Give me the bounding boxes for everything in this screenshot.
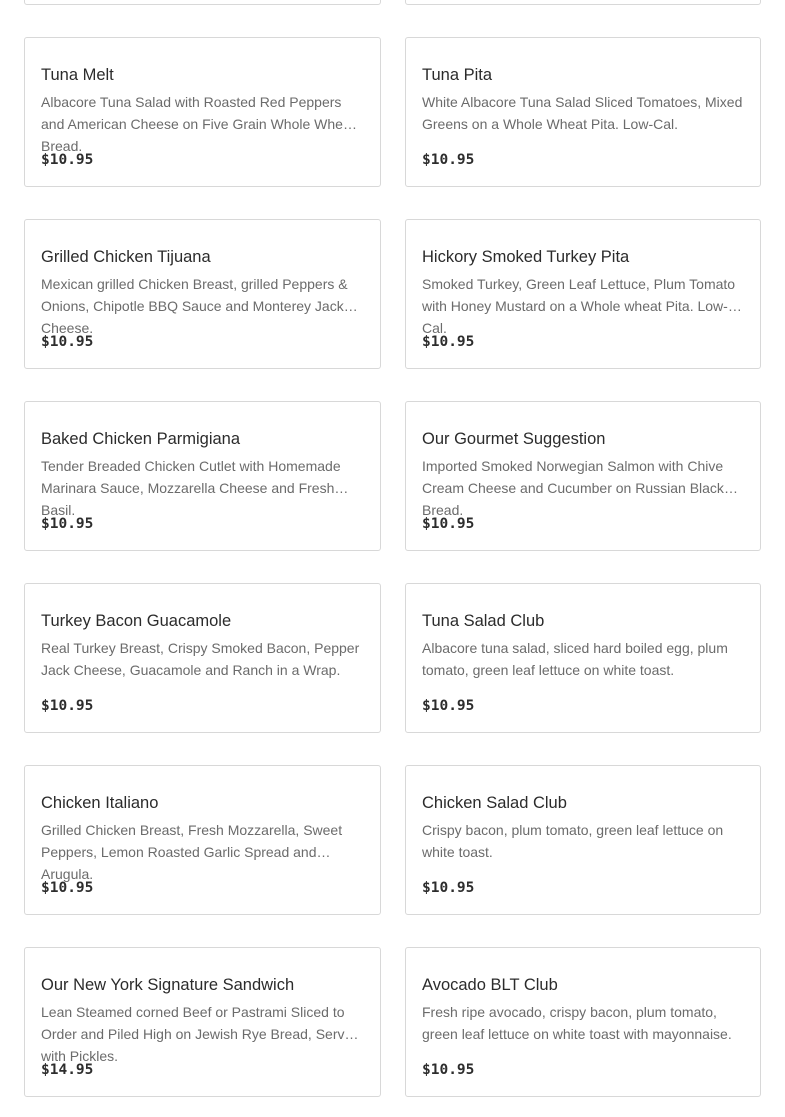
menu-item-price: $10.95 <box>422 1062 475 1078</box>
menu-item-price: $10.95 <box>41 334 94 350</box>
menu-item-card[interactable] <box>24 0 381 5</box>
menu-item-name: Hickory Smoked Turkey Pita <box>422 248 630 266</box>
menu-item-price: $10.95 <box>41 880 94 896</box>
menu-item-description: Lean Steamed corned Beef or Pastrami Sliced to Order and Piled High on Jewish Rye Bread, Served with Pickles. <box>41 1004 361 1064</box>
menu-item-description: Tender Breaded Chicken Cutlet with Homemade Marinara Sauce, Mozzarella Cheese and Fresh Basil. <box>41 458 341 518</box>
menu-item-card-our-gourmet-suggestion[interactable] <box>405 401 761 551</box>
menu-item-name: Tuna Pita <box>422 66 493 84</box>
menu-item-price: $10.95 <box>41 152 94 168</box>
menu-item-name: Grilled Chicken Tijuana <box>41 248 211 266</box>
menu-item-price: $10.95 <box>422 152 475 168</box>
menu-item-card-chicken-salad-club[interactable] <box>405 765 761 915</box>
menu-item-card-tuna-pita[interactable] <box>405 37 761 187</box>
menu-item-card[interactable] <box>405 0 761 5</box>
menu-items-grid <box>24 0 761 1097</box>
menu-item-name: Tuna Melt <box>41 66 114 84</box>
menu-item-card-baked-chicken-parmigiana[interactable] <box>24 401 381 551</box>
menu-item-price: $10.95 <box>422 880 475 896</box>
menu-item-card-our-new-york-signature-sandwich[interactable] <box>24 947 381 1097</box>
menu-item-name: Our Gourmet Suggestion <box>422 430 606 448</box>
menu-item-name: Tuna Salad Club <box>422 612 545 630</box>
menu-item-card-hickory-smoked-turkey-pita[interactable] <box>405 219 761 369</box>
menu-item-description: White Albacore Tuna Salad Sliced Tomatoes, Mixed Greens on a Whole Wheat Pita. Low-Cal. <box>422 94 743 132</box>
menu-item-price: $10.95 <box>422 334 475 350</box>
menu-item-name: Chicken Salad Club <box>422 794 567 812</box>
menu-item-name: Turkey Bacon Guacamole <box>41 612 232 630</box>
menu-item-description: Imported Smoked Norwegian Salmon with Chive Cream Cheese and Cucumber on Russian Black Bread. <box>422 458 724 518</box>
menu-item-price: $10.95 <box>41 698 94 714</box>
menu-item-description: Albacore Tuna Salad with Roasted Red Peppers and American Cheese on Five Grain Whole Wheat Bread. <box>41 94 355 154</box>
menu-item-price: $10.95 <box>41 516 94 532</box>
menu-item-name: Baked Chicken Parmigiana <box>41 430 241 448</box>
menu-item-name: Our New York Signature Sandwich <box>41 976 295 994</box>
menu-item-price: $10.95 <box>422 516 475 532</box>
menu-item-price: $14.95 <box>41 1062 94 1078</box>
menu-item-description: Albacore tuna salad, sliced hard boiled egg, plum tomato, green leaf lettuce on white toast. <box>422 640 728 678</box>
menu-item-description: Smoked Turkey, Green Leaf Lettuce, Plum Tomato with Honey Mustard on a Whole wheat Pita. Low-Cal. <box>422 276 736 336</box>
menu-item-name: Chicken Italiano <box>41 794 159 812</box>
menu-item-description: Mexican grilled Chicken Breast, grilled Peppers & Onions, Chipotle BBQ Sauce and Monterey Jack Cheese. <box>41 276 348 336</box>
menu-item-description: Grilled Chicken Breast, Fresh Mozzarella, Sweet Peppers, Lemon Roasted Garlic Spread and Arugula. <box>41 822 343 882</box>
menu-item-card-chicken-italiano[interactable] <box>24 765 381 915</box>
menu-item-card-tuna-melt[interactable] <box>24 37 381 187</box>
menu-item-description: Real Turkey Breast, Crispy Smoked Bacon, Pepper Jack Cheese, Guacamole and Ranch in a Wrap. <box>41 640 360 678</box>
menu-item-card-grilled-chicken-tijuana[interactable] <box>24 219 381 369</box>
menu-item-description: Crispy bacon, plum tomato, green leaf lettuce on white toast. <box>422 822 724 860</box>
menu-item-card-avocado-blt-club[interactable] <box>405 947 761 1097</box>
menu-item-price: $10.95 <box>422 698 475 714</box>
menu-item-description: Fresh ripe avocado, crispy bacon, plum tomato, green leaf lettuce on white toast with mayonnaise. <box>422 1004 732 1042</box>
menu-item-card-turkey-bacon-guacamole[interactable] <box>24 583 381 733</box>
menu-item-name: Avocado BLT Club <box>422 976 558 994</box>
menu-item-card-tuna-salad-club[interactable] <box>405 583 761 733</box>
